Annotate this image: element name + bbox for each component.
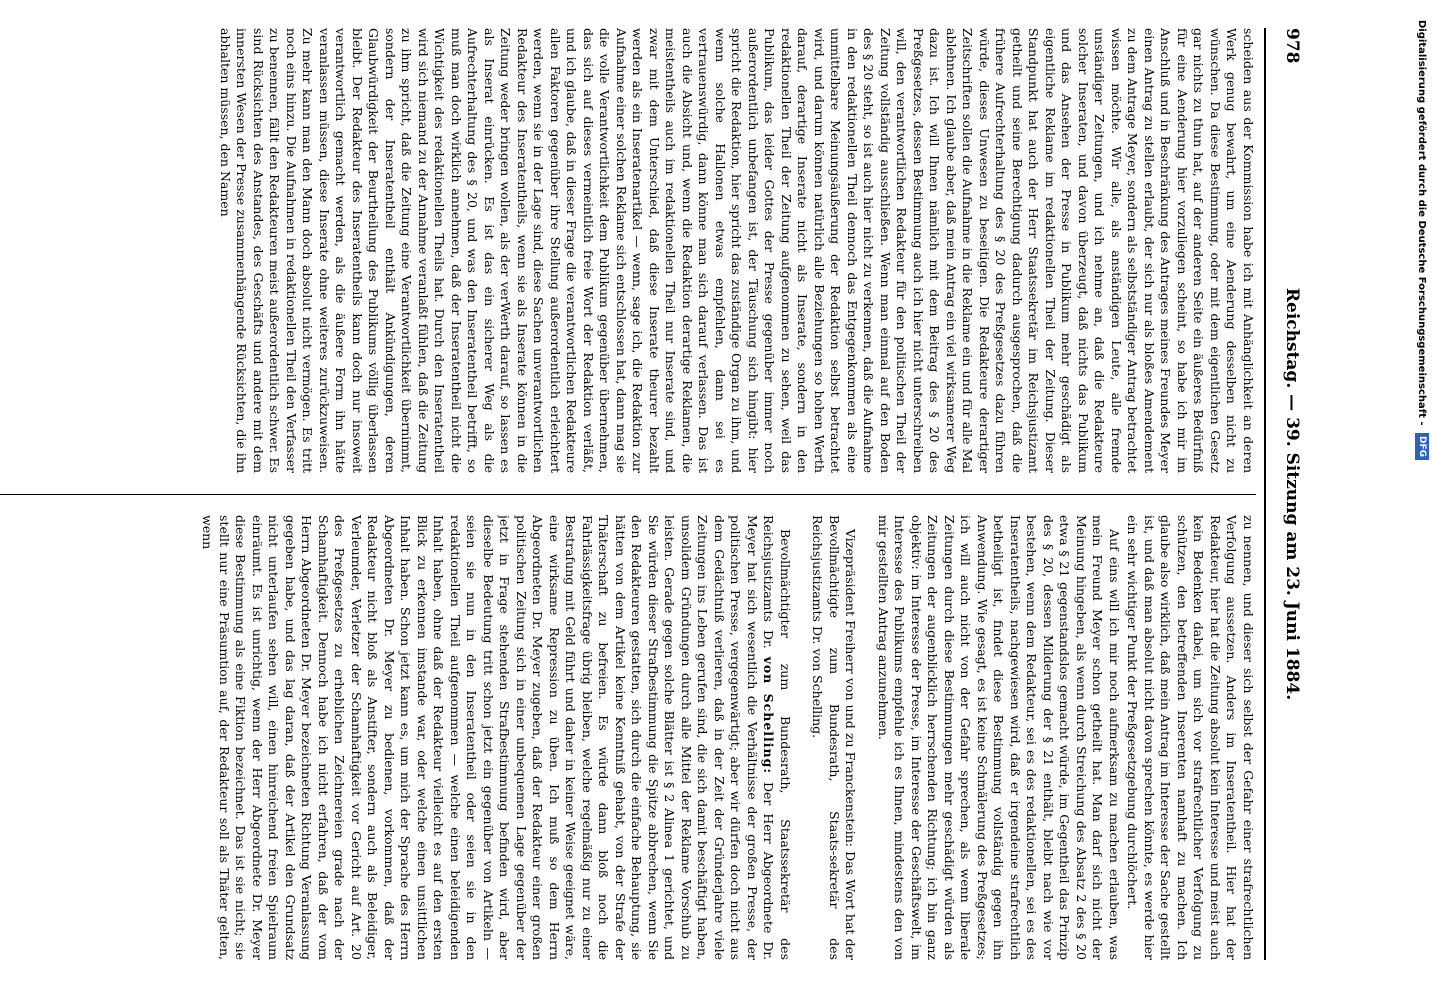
right-column bbox=[0, 515, 1256, 960]
vice-president-announcement: Vizepräsident Freiherr von und zu Franckenstein: Das Wort hat der Bevollmächtigte zum Bundesrath, Staats-sekretär des Reichsjustizamts Dr. von Schelling. bbox=[810, 515, 859, 960]
page-number: 978 bbox=[1282, 28, 1302, 64]
digitization-note-text bbox=[1410, 20, 1432, 980]
left-column-text: scheiden aus der Kommission habe ich mit Anhänglichkeit an deren Werk genug bewahrt, um eine Aenderung desselben nicht zu wünschen. Da diese Bestimmung, oder mit dem eigentlichen Gesetz gar nichts zu thun hat, auf der anderen Seite ein äußeres Bedürfniß für eine Aenderung hier vorzuliegen scheint, so habe ich mir im Anschluß und in Beschränkung des Antrages meines Freundes Meyer einen Antrag zu stellen erlaubt, der sich nur als bloßes Amendement zu dem Antrage Meyer, sondern als selbstständiger Antrag betrachtet wissen möchte. Wir alle, als anständigen Leute, alle fremde unständiger Zeitungen, und ich nehme an, daß die Redakteure solcher Inseraten, und davon überzeugt, daß nichts das Publikum und das Ansehen der Presse in Publikum mehr geschädigt als eigentliche Reklame im redaktionellen Theil der Zeitung. Dieser Standpunkt hat auch der Herr Staatssekretär im Reichsjustizamt getheilt und seine Berechtigung dadurch ausgesprochen, daß die frühere Aufrechterhaltung des § 20 des Preßgesetzes dazu führen würde, dieses Unwesen zu beseitigen. Die Redakteure derartiger Zeitschriften sollen die Aufnahme in die Reklame ein und für alle Mal ablehnen. Ich glaube aber, daß mein Antrag ein viel wirksamerer Weg dazu ist. Ich will Ihnen nämlich mit dem Beitrag des § 20 des Preßgesetzes, dessen Bestimmung auch ich hier nicht unterschreiben will, den verantwortlichen Redakteur für den politischen Theil der Zeitung vollständig ausschließen. Wenn man einmal auf den Boden des § 20 steht, so ist auch hier nicht zu verkennen, daß die Aufnahme in den redaktionellen Theil dennoch das Entgegenkommen als eine unmittelbare Meinungsäußerung der Redaktion selbst betrachtet wird, und darum können natürlich alle Beziehungen so hohen Werth darauf, derartige Inserate nicht als Inserate, sondern in den redaktionellen Theil der Zeitung aufgenommen zu sehen, weil das Publikum, das leider Gottes der Presse gegenüber immer noch außerordentlich unbefangen ist, der Täuschung sich hingibt: hier spricht die Redaktion, hier spricht das zuständige Organ zu ihm, und wenn solche Hallonen etwas empfehlen, dann sei es vertrauenswürdig, dann könne man sich darauf verlassen. Das ist auch die Absicht und, wenn die Redaktion derartige Reklamen, die meistentheils auch im redaktionellen Theil nur Inserate sind, und zwar mit dem Unterschied, daß diese Inserate theurer bezahlt werden als ein Inseratenartikel — wenn, sage ich, die Redaktion zur Aufnahme einer solchen Reklame sich entschlossen hat, dann mag sie die volle Verantwortlichkeit dem Publikum gegenüber übernehmen, das sich auf dieses vermeintlich freie Wort der Redaktion verläßt, und ich glaube, daß in dieser Frage die verantwortlichen Redakteure allen Faktoren gegenüber ihre Stellung außerordentlich erleichtert werden, wenn sie in der Lage sind, diese Sachen unverantwortlichen Redakteur des Inseratentheils, wenn sie als Inserate können in die Zeitung weder bringen wollen, als der verWerth darauf, so lassen es als Inserat einrücken. Es ist das ein sicherer Weg als die Aufrechterhaltung des § 20, und was den Inseratentheil betrifft, so muß man doch wirklich annehmen, daß der Inseratentheil nicht die Wichtigkeit des redaktionellen Theils hat. Durch den Inseratentheil wird sich niemand zu der Annahme veranlaßt fühlen, daß die Zeitung zu ihm spricht, daß die Zeitung eine Verantwortlichkeit übernimmt, sondern der Inseratentheil enthält Ankündigungen, deren Glaubwürdigkeit der Beurtheilung des Publikums völlig überlassen bleibt. Der Redakteur des Inseratentheils kann doch nur insoweit verantwortlich gemacht werden, als die äußere Form ihn hätte veranlassen müssen, diese Inserate ohne weiteres zurückzuweisen. Zu mehr kann man den Mann doch absolut nicht vermögen. Es tritt noch eins hinzu. Die Aufnahmen in redaktionellen Theil den Verfasser zu benennen, fällt den Redakteuren meist außerordentlich schwer. Es sind Rücksichten des Anstandes, des Geschäfts und andere mit dem innersten Wesen der Presse zusammenhängende Rücksichten, die ihn abhalten müssen, den Namen bbox=[218, 28, 1256, 473]
session-title: Reichstag. — 39. Sitzung am 23. Juni 1884. bbox=[1282, 287, 1302, 701]
dfg-logo: DFG bbox=[1415, 433, 1429, 460]
column-divider bbox=[0, 494, 1256, 495]
left-column bbox=[0, 28, 1256, 473]
speaker-paragraph bbox=[199, 515, 793, 960]
speaker-name: von Schelling: bbox=[761, 656, 777, 774]
continuation-paragraph: zu nennen, und dieser sich selbst der Gefahr einer strafrechtlichen Verfolgung aussetzen. Anders im Inseratentheil. Hier hat der Redakteur, hier hat die Zeitung absolut kein Interesse und meist auch kein Bedenken dabei, um sich vor strafrechtlicher Verfolgung zu schützen, den betreffenden Inserenten namhaft zu machen. Ich glaube also wirklich, daß mein Antrag im Interesse der Sache gestellt ist, und daß man absolut nicht davon sprechen könnte, es werde hier ein sehr wichtiger Punkt der Preßgesetzgebung durchlöchert. bbox=[1125, 515, 1256, 960]
funding-statement: Digitalisierung gefördert durch die Deutsche Forschungsgemeinschaft - bbox=[1416, 20, 1427, 426]
digitization-note bbox=[1410, 20, 1432, 980]
paragraph-meyer-reference: Auf eins will ich mir noch aufmerksam zu machen erlauben, was mein Freund Meyer schon getheilt hat. Man darf sich nicht der Meinung hingeben, als wenn durch Streichung des Absatz 2 des § 20 etwa § 21 gegenstandslos gemacht würde, im Gegentheil das Prinzip des § 20, dessen Milderung der § 21 enthält, bleibt nach wie vor bestehen, wenn dem Redakteur, sei es des redaktionellen, sei es des Inseratentheils, nachgewiesen wird, daß er irgendeine strafrechtlich betheiligt ist, findet diese Bestimmung vollständig gegen ihn Anwendung. Wie gesagt, es ist keine Schmälerung des Preßgesetzes; ich will auch nicht von der Gefahr sprechen, als wenn liberale Zeitungen durch diese Bestimmungen mehr geschädigt würden als Zeitungen der augenblicklich herrschenden Richtung; ich bin ganz objektiv: im Interesse der Presse, im Interesse der Geschäftswelt, im Interesse des Publikums empfehle ich es Ihnen, mindestens den von mir gestellten Antrag anzunehmen. bbox=[876, 515, 1122, 960]
header-rule bbox=[1264, 28, 1266, 960]
section-spacer bbox=[793, 515, 807, 960]
speaker-intro: Bevollmächtigter zum Bundesrath, Staatssekretär des Reichsjustizamts Dr. bbox=[761, 515, 793, 960]
page-header bbox=[1268, 28, 1302, 960]
section-spacer bbox=[859, 515, 873, 960]
text-columns bbox=[0, 28, 1256, 960]
speech-text: Der Herr Abgeordnete Dr. Meyer hat sich wesentlich die Verhältnisse der großen Presse, der politischen Presse, vergegenwärtigt; aber wir dürfen doch nicht aus dem Gedächtniß verlieren, daß in der Zeit der Gründerjahre viele Zeitungen ins Leben gerufen sind, die sich damit beschäftigt haben, unsolidem Gründungen durch alle Mittel der Reklame Vorschub zu leisten. Gerade gegen solche Blätter ist § 2 Alinea 1 gerichtet, und Sie würden dieser Strafbestimmung die Spitze abbrechen, wenn Sie den Redakteuren gestatten, sich durch die einfache Behauptung, sie hätten von dem Artikel keine Kenntniß gehabt, von der Strafe der Thäterschaft zu befreien. Es würde dann bloß noch die Fahrlässigkeitsfrage übrig bleiben, welche regelmäßig nur zu einer Bestrafung mit Geld führt und daher in keiner Weise geeignet wäre, eine wirksame Repression zu üben. Ich muß so dem Herrn Abgeordneten Dr. Meyer zugeben, daß der Redakteur einer großen politischen Zeitung sich in einer unbequemen Lage gegenüber der jetzt in Frage stehenden Strafbestimmung befinden wird, aber dieselbe Bedeutung tritt schon jetzt ein gegenüber von Artikeln — seien sie nun in den Inseratentheil oder seien sie in den redaktionellen Theil aufgenommen — welche einen beleidigenden Inhalt haben, ohne daß der Redakteur vielleicht es auf den ersten Blick zu erkennen imstande war, oder welche einen unsittlichen Inhalt haben. Schon jetzt kann es, um mich der Sprache des Herrn Abgeordneten Dr. Meyer zu bedienen, vorkommen, daß der Redakteur nicht bloß als Anstifter, sondern auch als Beleidiger, Verleumder, Verletzer der Schamhaftigkeit vor Gericht auf Art. 20 des Preßgesetzes zu erheblichen Zeichnereien grade nach der Schamhaftigkeit. Dennoch habe ich nicht erfahren, daß der vom Herrn Abgeordneten Dr. Meyer bezeichneten Richtung Veranlassung gegeben habe, und das lag daran, daß der Artikel den Grundsatz nicht unterlaufen sehen will, einen hinreichend freien Spielraum einräumt. Es ist unrichtig, wenn der Herr Abgeordnete Dr. Meyer diese Bestimmung als eine Fiktion bezeichnet. Das ist sie nicht; sie stellt nur eine Präsumtion auf, der Redakteur soll als Thäter gelten, wenn bbox=[200, 515, 777, 960]
